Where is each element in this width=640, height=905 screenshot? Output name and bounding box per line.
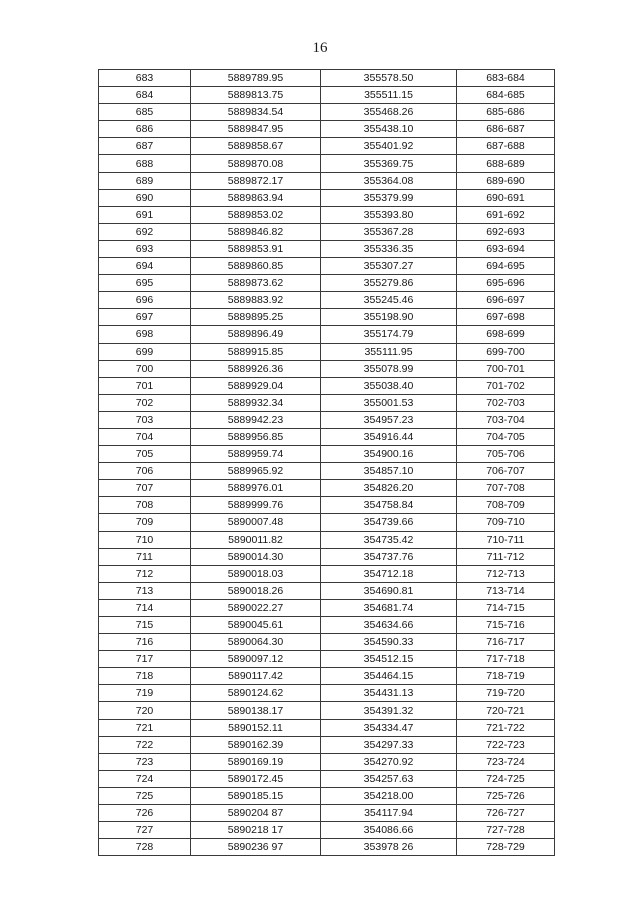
segment-cell: 707-708	[457, 480, 555, 497]
x-coordinate-cell: 5890152.11	[191, 719, 321, 736]
x-coordinate-cell: 5890064.30	[191, 634, 321, 651]
x-coordinate-cell: 5889860.85	[191, 258, 321, 275]
segment-cell: 717-718	[457, 651, 555, 668]
table-row	[99, 719, 555, 736]
point-number-cell: 685	[99, 104, 191, 121]
point-number-cell: 702	[99, 394, 191, 411]
x-coordinate-cell: 5889999.76	[191, 497, 321, 514]
table-row	[99, 206, 555, 223]
point-number-cell: 694	[99, 258, 191, 275]
x-coordinate-cell: 5889959.74	[191, 446, 321, 463]
y-coordinate-cell: 355336.35	[321, 240, 457, 257]
x-coordinate-cell: 5889813.75	[191, 87, 321, 104]
x-coordinate-cell: 5890172.45	[191, 770, 321, 787]
point-number-cell: 692	[99, 223, 191, 240]
x-coordinate-cell: 5889976.01	[191, 480, 321, 497]
table-row	[99, 565, 555, 582]
x-coordinate-cell: 5889956.85	[191, 428, 321, 445]
table-row	[99, 275, 555, 292]
table-row	[99, 822, 555, 839]
point-number-cell: 709	[99, 514, 191, 531]
page-number: 16	[312, 40, 328, 56]
table-row	[99, 480, 555, 497]
x-coordinate-cell: 5889846.82	[191, 223, 321, 240]
y-coordinate-cell: 355367.28	[321, 223, 457, 240]
x-coordinate-cell: 5890124.62	[191, 685, 321, 702]
segment-cell: 719-720	[457, 685, 555, 702]
y-coordinate-cell: 355379.99	[321, 189, 457, 206]
y-coordinate-cell: 355393.80	[321, 206, 457, 223]
point-number-cell: 705	[99, 446, 191, 463]
segment-cell: 706-707	[457, 463, 555, 480]
y-coordinate-cell: 355245.46	[321, 292, 457, 309]
segment-cell: 698-699	[457, 326, 555, 343]
table-row	[99, 292, 555, 309]
x-coordinate-cell: 5889932.34	[191, 394, 321, 411]
point-number-cell: 701	[99, 377, 191, 394]
point-number-cell: 721	[99, 719, 191, 736]
x-coordinate-cell: 5890185.15	[191, 787, 321, 804]
segment-cell: 685-686	[457, 104, 555, 121]
point-number-cell: 687	[99, 138, 191, 155]
segment-cell: 690-691	[457, 189, 555, 206]
point-number-cell: 693	[99, 240, 191, 257]
table-row	[99, 394, 555, 411]
table-row	[99, 736, 555, 753]
point-number-cell: 699	[99, 343, 191, 360]
y-coordinate-cell: 355468.26	[321, 104, 457, 121]
segment-cell: 722-723	[457, 736, 555, 753]
x-coordinate-cell: 5890018.26	[191, 582, 321, 599]
x-coordinate-cell: 5889863.94	[191, 189, 321, 206]
y-coordinate-cell: 354431.13	[321, 685, 457, 702]
x-coordinate-cell: 5889965.92	[191, 463, 321, 480]
point-number-cell: 728	[99, 839, 191, 856]
x-coordinate-cell: 5890022.27	[191, 599, 321, 616]
segment-cell: 687-688	[457, 138, 555, 155]
table-row	[99, 258, 555, 275]
point-number-cell: 720	[99, 702, 191, 719]
table-row	[99, 787, 555, 804]
segment-cell: 708-709	[457, 497, 555, 514]
segment-cell: 713-714	[457, 582, 555, 599]
y-coordinate-cell: 354391.32	[321, 702, 457, 719]
segment-cell: 702-703	[457, 394, 555, 411]
x-coordinate-cell: 5889895.25	[191, 309, 321, 326]
point-number-cell: 713	[99, 582, 191, 599]
point-number-cell: 697	[99, 309, 191, 326]
table-row	[99, 240, 555, 257]
table-row	[99, 138, 555, 155]
x-coordinate-cell: 5889870.08	[191, 155, 321, 172]
table-row	[99, 702, 555, 719]
table-row	[99, 548, 555, 565]
segment-cell: 718-719	[457, 668, 555, 685]
point-number-cell: 717	[99, 651, 191, 668]
segment-cell: 721-722	[457, 719, 555, 736]
y-coordinate-cell: 354590.33	[321, 634, 457, 651]
point-number-cell: 712	[99, 565, 191, 582]
segment-cell: 688-689	[457, 155, 555, 172]
segment-cell: 724-725	[457, 770, 555, 787]
table-row	[99, 805, 555, 822]
table-row	[99, 104, 555, 121]
segment-cell: 697-698	[457, 309, 555, 326]
y-coordinate-cell: 355401.92	[321, 138, 457, 155]
point-number-cell: 710	[99, 531, 191, 548]
segment-cell: 689-690	[457, 172, 555, 189]
point-number-cell: 686	[99, 121, 191, 138]
segment-cell: 684-685	[457, 87, 555, 104]
y-coordinate-cell: 354334.47	[321, 719, 457, 736]
point-number-cell: 718	[99, 668, 191, 685]
y-coordinate-cell: 355438.10	[321, 121, 457, 138]
table-row	[99, 189, 555, 206]
y-coordinate-cell: 355279.86	[321, 275, 457, 292]
segment-cell: 705-706	[457, 446, 555, 463]
y-coordinate-cell: 355198.90	[321, 309, 457, 326]
segment-cell: 695-696	[457, 275, 555, 292]
point-number-cell: 726	[99, 805, 191, 822]
y-coordinate-cell: 354737.76	[321, 548, 457, 565]
x-coordinate-cell: 5889873.62	[191, 275, 321, 292]
table-row	[99, 770, 555, 787]
point-number-cell: 722	[99, 736, 191, 753]
segment-cell: 704-705	[457, 428, 555, 445]
table-row	[99, 172, 555, 189]
y-coordinate-cell: 355038.40	[321, 377, 457, 394]
point-number-cell: 704	[99, 428, 191, 445]
point-number-cell: 706	[99, 463, 191, 480]
table-row	[99, 87, 555, 104]
segment-cell: 696-697	[457, 292, 555, 309]
point-number-cell: 724	[99, 770, 191, 787]
x-coordinate-cell: 5890007.48	[191, 514, 321, 531]
table-row	[99, 617, 555, 634]
y-coordinate-cell: 354634.66	[321, 617, 457, 634]
point-number-cell: 703	[99, 411, 191, 428]
x-coordinate-cell: 5889915.85	[191, 343, 321, 360]
y-coordinate-cell: 354086.66	[321, 822, 457, 839]
y-coordinate-cell: 354712.18	[321, 565, 457, 582]
y-coordinate-cell: 355369.75	[321, 155, 457, 172]
table-row	[99, 428, 555, 445]
x-coordinate-cell: 5890204 87	[191, 805, 321, 822]
x-coordinate-cell: 5890045.61	[191, 617, 321, 634]
table-row	[99, 582, 555, 599]
table-row	[99, 685, 555, 702]
segment-cell: 694-695	[457, 258, 555, 275]
table-row	[99, 223, 555, 240]
x-coordinate-cell: 5889896.49	[191, 326, 321, 343]
segment-cell: 711-712	[457, 548, 555, 565]
x-coordinate-cell: 5889858.67	[191, 138, 321, 155]
segment-cell: 712-713	[457, 565, 555, 582]
x-coordinate-cell: 5889847.95	[191, 121, 321, 138]
table-row	[99, 753, 555, 770]
segment-cell: 691-692	[457, 206, 555, 223]
segment-cell: 693-694	[457, 240, 555, 257]
x-coordinate-cell: 5889883.92	[191, 292, 321, 309]
y-coordinate-cell: 355578.50	[321, 70, 457, 87]
segment-cell: 728-729	[457, 839, 555, 856]
segment-cell: 683-684	[457, 70, 555, 87]
table-row	[99, 411, 555, 428]
point-number-cell: 691	[99, 206, 191, 223]
segment-cell: 686-687	[457, 121, 555, 138]
point-number-cell: 696	[99, 292, 191, 309]
x-coordinate-cell: 5890236 97	[191, 839, 321, 856]
x-coordinate-cell: 5890018.03	[191, 565, 321, 582]
x-coordinate-cell: 5889872.17	[191, 172, 321, 189]
segment-cell: 715-716	[457, 617, 555, 634]
x-coordinate-cell: 5890011.82	[191, 531, 321, 548]
y-coordinate-cell: 354735.42	[321, 531, 457, 548]
point-number-cell: 727	[99, 822, 191, 839]
y-coordinate-cell: 353978 26	[321, 839, 457, 856]
table-row	[99, 309, 555, 326]
x-coordinate-cell: 5889789.95	[191, 70, 321, 87]
point-number-cell: 688	[99, 155, 191, 172]
x-coordinate-cell: 5889853.91	[191, 240, 321, 257]
y-coordinate-cell: 354758.84	[321, 497, 457, 514]
y-coordinate-cell: 354464.15	[321, 668, 457, 685]
x-coordinate-cell: 5890117.42	[191, 668, 321, 685]
y-coordinate-cell: 355511.15	[321, 87, 457, 104]
point-number-cell: 690	[99, 189, 191, 206]
segment-cell: 727-728	[457, 822, 555, 839]
segment-cell: 720-721	[457, 702, 555, 719]
y-coordinate-cell: 355174.79	[321, 326, 457, 343]
table-row	[99, 531, 555, 548]
y-coordinate-cell: 355307.27	[321, 258, 457, 275]
y-coordinate-cell: 354739.66	[321, 514, 457, 531]
segment-cell: 701-702	[457, 377, 555, 394]
segment-cell: 725-726	[457, 787, 555, 804]
x-coordinate-cell: 5889929.04	[191, 377, 321, 394]
segment-cell: 726-727	[457, 805, 555, 822]
y-coordinate-cell: 354257.63	[321, 770, 457, 787]
x-coordinate-cell: 5890097.12	[191, 651, 321, 668]
table-row	[99, 839, 555, 856]
table-row	[99, 463, 555, 480]
y-coordinate-cell: 354218.00	[321, 787, 457, 804]
point-number-cell: 719	[99, 685, 191, 702]
table-row	[99, 497, 555, 514]
x-coordinate-cell: 5890138.17	[191, 702, 321, 719]
y-coordinate-cell: 354270.92	[321, 753, 457, 770]
table-body	[99, 70, 555, 856]
y-coordinate-cell: 355111.95	[321, 343, 457, 360]
table-row	[99, 668, 555, 685]
segment-cell: 716-717	[457, 634, 555, 651]
table-row	[99, 599, 555, 616]
x-coordinate-cell: 5889942.23	[191, 411, 321, 428]
table-row	[99, 514, 555, 531]
table-row	[99, 651, 555, 668]
segment-cell: 692-693	[457, 223, 555, 240]
segment-cell: 709-710	[457, 514, 555, 531]
y-coordinate-cell: 354900.16	[321, 446, 457, 463]
point-number-cell: 725	[99, 787, 191, 804]
y-coordinate-cell: 354512.15	[321, 651, 457, 668]
point-number-cell: 700	[99, 360, 191, 377]
y-coordinate-cell: 354297.33	[321, 736, 457, 753]
y-coordinate-cell: 354690.81	[321, 582, 457, 599]
point-number-cell: 707	[99, 480, 191, 497]
x-coordinate-cell: 5889834.54	[191, 104, 321, 121]
x-coordinate-cell: 5890169.19	[191, 753, 321, 770]
y-coordinate-cell: 354826.20	[321, 480, 457, 497]
table-row	[99, 155, 555, 172]
table-row	[99, 377, 555, 394]
point-number-cell: 716	[99, 634, 191, 651]
x-coordinate-cell: 5890014.30	[191, 548, 321, 565]
table-row	[99, 446, 555, 463]
x-coordinate-cell: 5890162.39	[191, 736, 321, 753]
point-number-cell: 711	[99, 548, 191, 565]
x-coordinate-cell: 5890218 17	[191, 822, 321, 839]
table-row	[99, 360, 555, 377]
segment-cell: 710-711	[457, 531, 555, 548]
point-number-cell: 715	[99, 617, 191, 634]
table-row	[99, 343, 555, 360]
point-number-cell: 683	[99, 70, 191, 87]
x-coordinate-cell: 5889853.02	[191, 206, 321, 223]
y-coordinate-cell: 354681.74	[321, 599, 457, 616]
point-number-cell: 698	[99, 326, 191, 343]
x-coordinate-cell: 5889926.36	[191, 360, 321, 377]
table-row	[99, 70, 555, 87]
segment-cell: 703-704	[457, 411, 555, 428]
y-coordinate-cell: 354857.10	[321, 463, 457, 480]
segment-cell: 723-724	[457, 753, 555, 770]
y-coordinate-cell: 354957.23	[321, 411, 457, 428]
point-number-cell: 684	[99, 87, 191, 104]
point-number-cell: 723	[99, 753, 191, 770]
point-number-cell: 689	[99, 172, 191, 189]
segment-cell: 714-715	[457, 599, 555, 616]
point-number-cell: 708	[99, 497, 191, 514]
table-row	[99, 326, 555, 343]
segment-cell: 700-701	[457, 360, 555, 377]
coordinates-table	[98, 69, 555, 856]
y-coordinate-cell: 354916.44	[321, 428, 457, 445]
y-coordinate-cell: 355364.08	[321, 172, 457, 189]
table-row	[99, 121, 555, 138]
table-row	[99, 634, 555, 651]
y-coordinate-cell: 355078.99	[321, 360, 457, 377]
point-number-cell: 714	[99, 599, 191, 616]
point-number-cell: 695	[99, 275, 191, 292]
y-coordinate-cell: 354117.94	[321, 805, 457, 822]
y-coordinate-cell: 355001.53	[321, 394, 457, 411]
segment-cell: 699-700	[457, 343, 555, 360]
